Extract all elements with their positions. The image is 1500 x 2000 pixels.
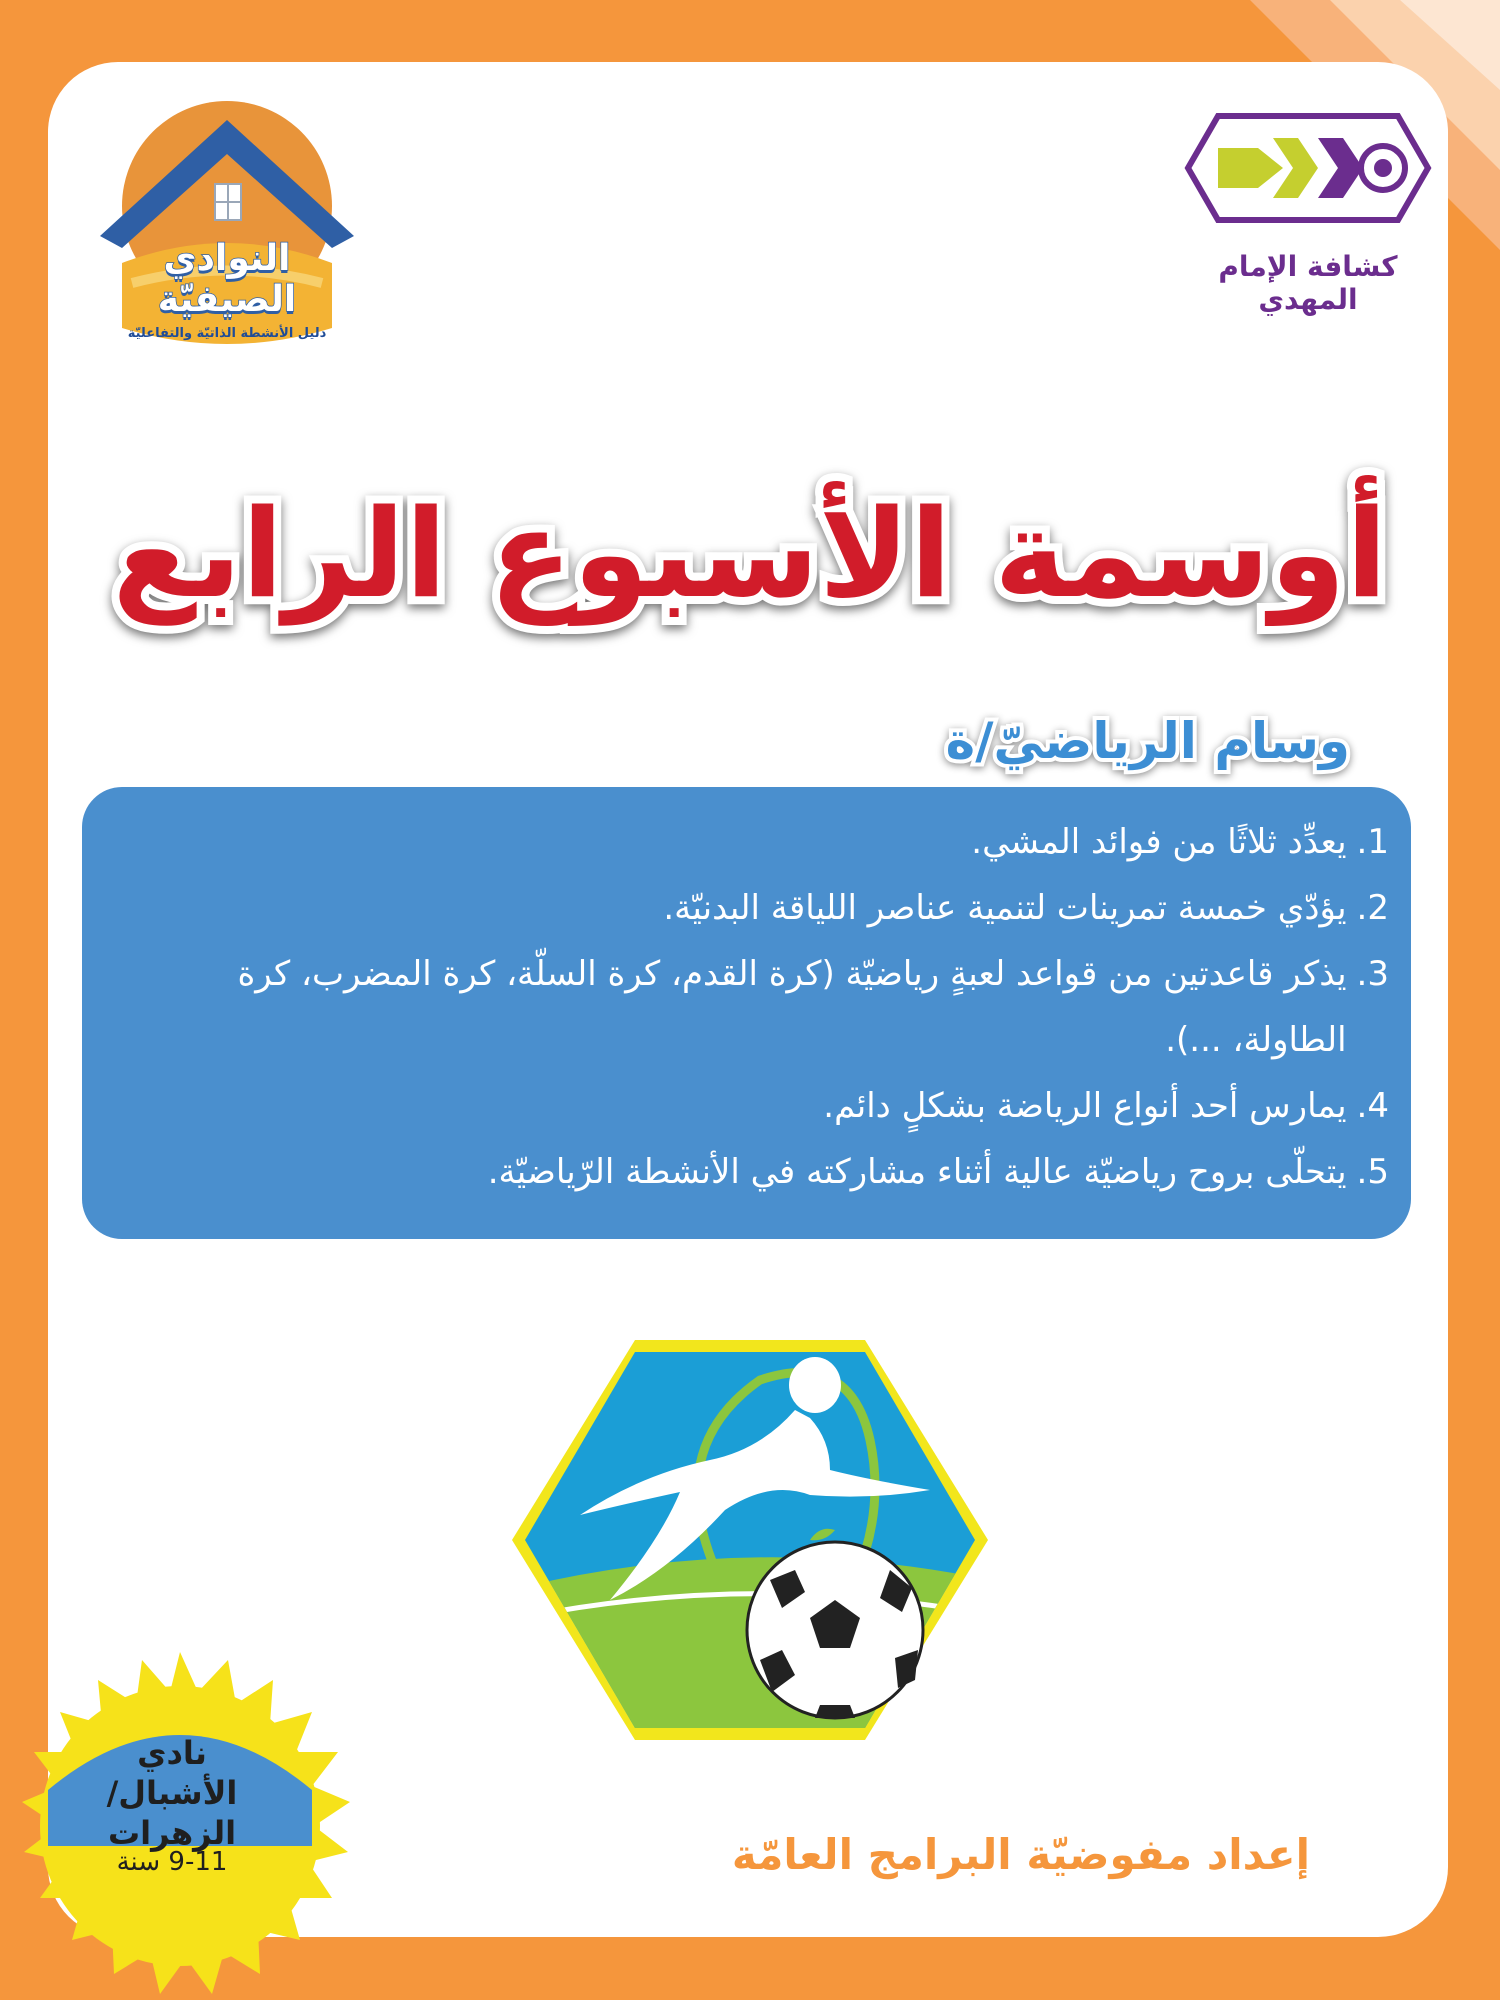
summer-clubs-logo (92, 88, 362, 358)
list-item (122, 1139, 1389, 1205)
summer-clubs-subtitle: دليل الأنشطة الذاتيّة والتفاعليّة (127, 326, 327, 341)
scout-emblem-icon (1178, 108, 1438, 248)
soccer-ball-icon (747, 1542, 923, 1718)
club-name-line2: الأشبال/ الزهرات (106, 1774, 238, 1852)
item-text: يتحلّى بروح رياضيّة عالية أثناء مشاركته في الأنشطة الرّياضيّة. (487, 1152, 1347, 1192)
page-title: أوسمة الأسبوع الرابع (112, 482, 1388, 625)
footer-credit: إعداد مفوضيّة البرامج العامّة (731, 1830, 1310, 1879)
club-age: 9-11 سنة (116, 1847, 228, 1877)
item-text: يعدِّد ثلاثًا من فوائد المشي. (971, 822, 1347, 862)
sport-badge-emblem (510, 1330, 990, 1750)
club-name (42, 1733, 302, 1853)
scouts-logo (1178, 108, 1438, 316)
club-name-line1: نادي (137, 1734, 207, 1772)
badge-title: وسام الرياضيّ/ة (945, 712, 1350, 770)
summer-clubs-title: النوادي الصيفيّة (157, 238, 297, 320)
item-number: 2. (1356, 888, 1389, 928)
scouts-name: كشافة الإمام المهدي (1218, 250, 1398, 316)
requirements-list (122, 809, 1389, 1205)
item-text: يذكر قاعدتين من قواعد لعبةٍ رياضيّة (كرة القدم، كرة السلّة، كرة المضرب، كرة الطاولة، ...). (237, 954, 1347, 1060)
item-number: 3. (1356, 954, 1389, 994)
item-number: 4. (1356, 1086, 1389, 1126)
list-item (122, 875, 1389, 941)
item-text: يمارس أحد أنواع الرياضة بشكلٍ دائم. (823, 1086, 1347, 1126)
item-text: يؤدّي خمسة تمرينات لتنمية عناصر اللياقة البدنيّة. (663, 888, 1347, 928)
item-number: 1. (1356, 822, 1389, 862)
item-number: 5. (1356, 1152, 1389, 1192)
requirements-box (82, 787, 1411, 1239)
list-item (122, 1073, 1389, 1139)
list-item (122, 941, 1389, 1073)
list-item (122, 809, 1389, 875)
